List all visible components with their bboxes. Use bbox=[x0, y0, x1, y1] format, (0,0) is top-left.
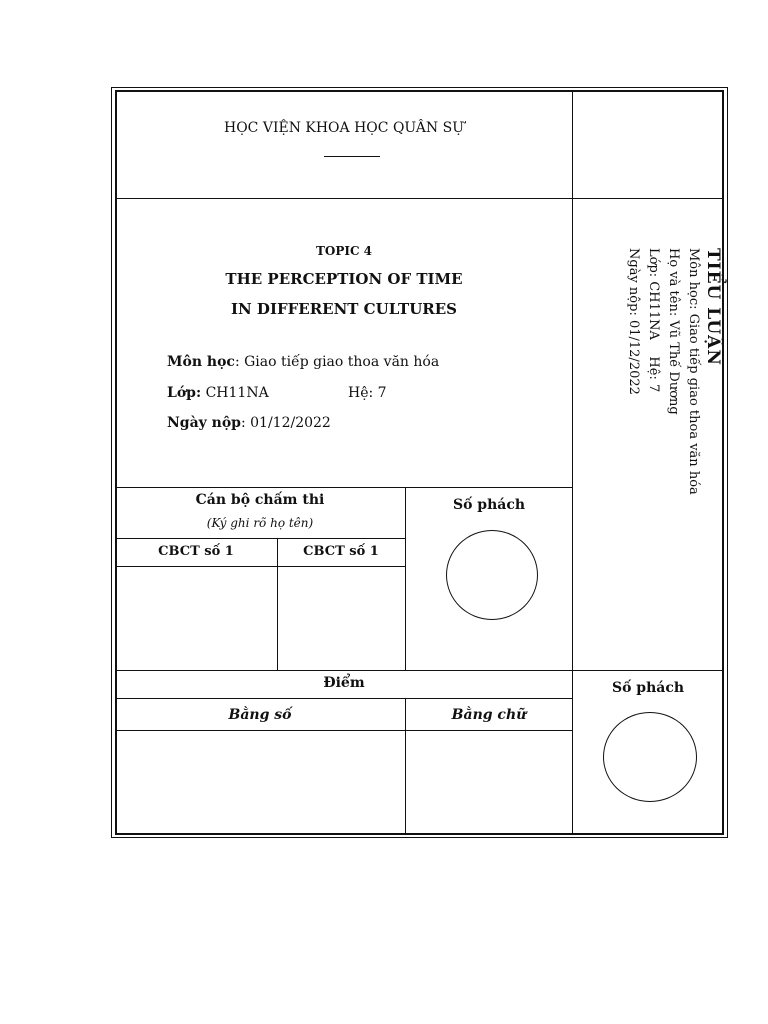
side-class: Lớp: CH11NA Hệ: 7 bbox=[646, 248, 661, 393]
so-phach-label-1: Số phách bbox=[452, 497, 526, 513]
divider-score-top bbox=[115, 670, 724, 671]
divider-score-heading bbox=[115, 698, 573, 699]
subject-value: : Giao tiếp giao thoa văn hóa bbox=[234, 354, 440, 370]
score-heading: Điểm bbox=[323, 675, 365, 691]
side-subject: Môn học: Giao tiếp giao thoa văn hóa bbox=[686, 248, 701, 495]
divider-right-strip bbox=[572, 90, 573, 835]
system-label: Hệ bbox=[348, 385, 369, 401]
class-line bbox=[167, 385, 269, 401]
examiner-col-2: CBCT số 1 bbox=[303, 544, 379, 559]
side-title: TIỂU LUẬN bbox=[703, 248, 723, 366]
institution-underline bbox=[324, 156, 380, 157]
score-by-number: Bằng số bbox=[228, 707, 292, 723]
divider-examiner-cols bbox=[115, 566, 405, 567]
so-phach-circle-1 bbox=[446, 530, 538, 620]
date-line bbox=[167, 415, 331, 431]
examiner-note: (Ký ghi rõ họ tên) bbox=[206, 516, 314, 530]
class-value: CH11NA bbox=[201, 385, 269, 401]
so-phach-label-2: Số phách bbox=[611, 680, 685, 696]
divider-sophach-1 bbox=[405, 487, 406, 670]
essay-title-line1: THE PERCEPTION OF TIME bbox=[225, 270, 463, 288]
system-value: : 7 bbox=[368, 385, 387, 401]
examiner-col-1: CBCT số 1 bbox=[158, 544, 234, 559]
subject-line bbox=[167, 354, 439, 370]
divider-score-cols bbox=[115, 730, 573, 731]
side-date: Ngày nộp: 01/12/2022 bbox=[626, 248, 641, 395]
topic-label: TOPIC 4 bbox=[315, 244, 373, 258]
divider-info bbox=[115, 487, 573, 488]
class-label: Lớp: bbox=[167, 385, 202, 401]
date-label: Ngày nộp bbox=[167, 415, 241, 431]
score-by-words: Bằng chữ bbox=[451, 707, 527, 723]
system-line bbox=[348, 385, 387, 401]
subject-label: Môn học bbox=[167, 354, 235, 370]
side-panel bbox=[583, 248, 723, 508]
divider-examiner-heading bbox=[115, 538, 405, 539]
divider-header bbox=[115, 198, 724, 199]
date-value: : 01/12/2022 bbox=[240, 415, 331, 431]
institution-name: HỌC VIỆN KHOA HỌC QUÂN SỰ bbox=[223, 120, 464, 136]
essay-title-line2: IN DIFFERENT CULTURES bbox=[230, 300, 458, 318]
side-name: Họ và tên: Vũ Thế Dương bbox=[666, 248, 681, 415]
examiner-heading: Cán bộ chấm thi bbox=[195, 492, 325, 508]
so-phach-circle-2 bbox=[603, 712, 697, 802]
